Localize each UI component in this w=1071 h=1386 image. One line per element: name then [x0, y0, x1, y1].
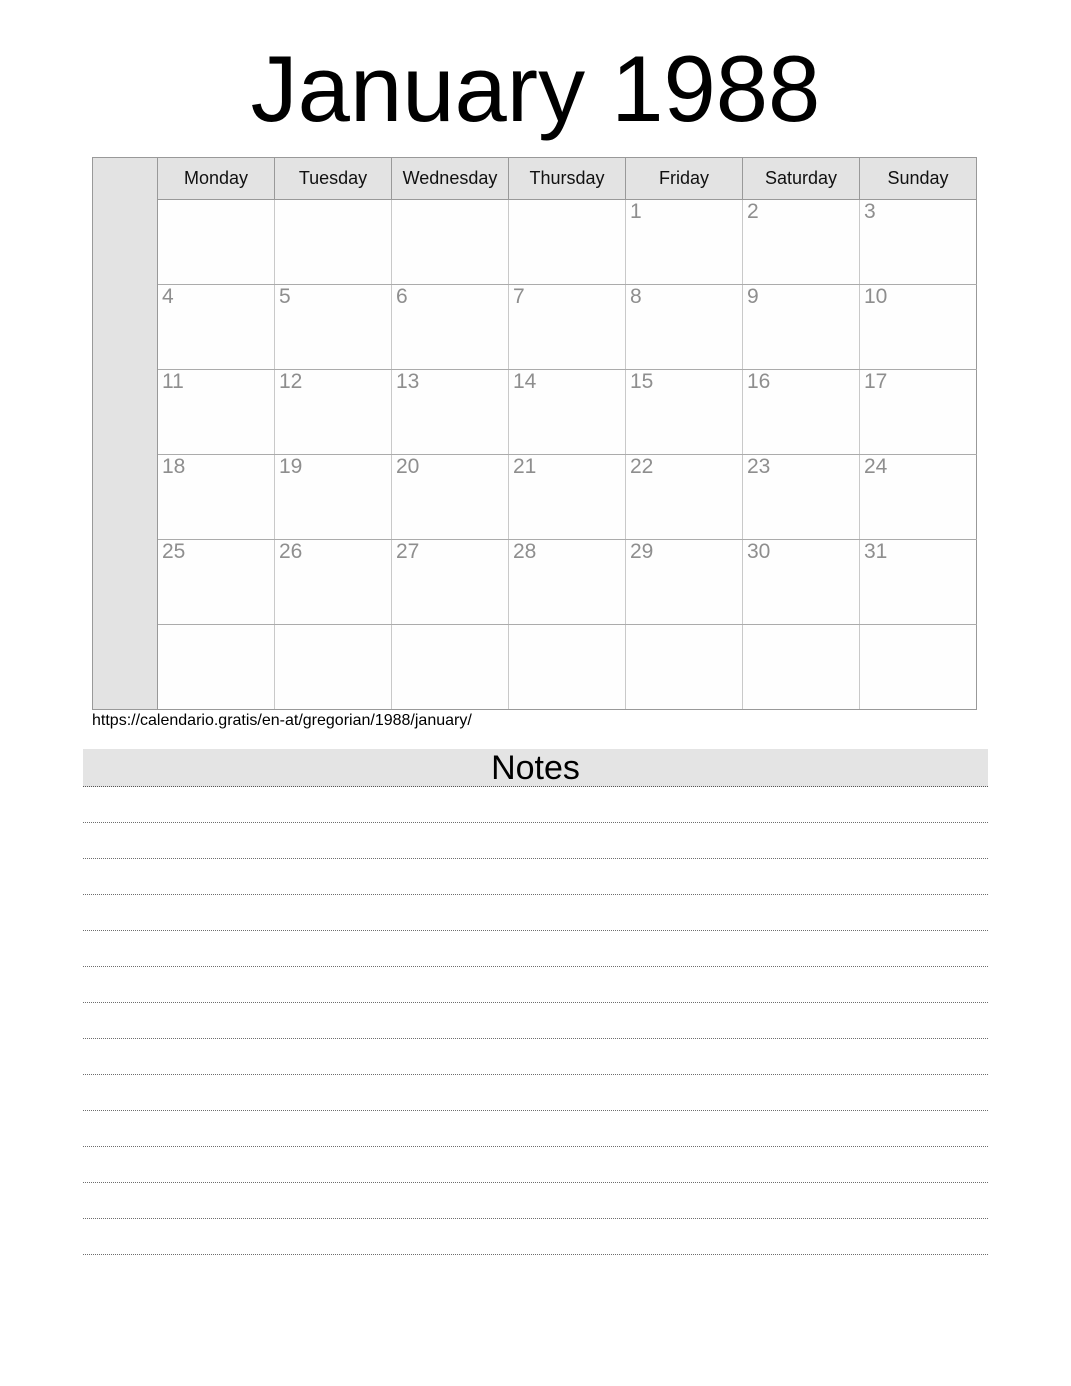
day-cell: 5	[275, 285, 392, 370]
day-cell: 16	[743, 370, 860, 455]
week-row-5	[93, 540, 977, 625]
note-line	[83, 1075, 988, 1111]
day-cell: 21	[509, 455, 626, 540]
day-cell	[392, 625, 509, 710]
day-cell: 30	[743, 540, 860, 625]
day-cell: 17	[860, 370, 977, 455]
note-line	[83, 1111, 988, 1147]
day-cell: 8	[626, 285, 743, 370]
day-cell	[158, 200, 275, 285]
note-line	[83, 1183, 988, 1219]
page-title: January 1988	[250, 36, 821, 141]
weekday-header-saturday: Saturday	[743, 158, 860, 200]
source-url-text: https://calendario.gratis/en-at/gregorian/1988/january/	[92, 712, 472, 729]
weekday-header-wednesday: Wednesday	[392, 158, 509, 200]
day-cell: 23	[743, 455, 860, 540]
day-cell: 10	[860, 285, 977, 370]
day-cell: 9	[743, 285, 860, 370]
day-cell: 3	[860, 200, 977, 285]
day-cell: 24	[860, 455, 977, 540]
day-cell: 12	[275, 370, 392, 455]
day-cell: 26	[275, 540, 392, 625]
day-cell: 20	[392, 455, 509, 540]
week-row-6	[93, 625, 977, 710]
weekday-header-monday: Monday	[158, 158, 275, 200]
day-cell	[626, 625, 743, 710]
day-cell	[509, 200, 626, 285]
calendar-table	[92, 157, 977, 710]
note-line	[83, 1003, 988, 1039]
note-line	[83, 787, 988, 823]
day-cell	[509, 625, 626, 710]
notes-section	[83, 749, 988, 1255]
note-line	[83, 1147, 988, 1183]
note-line	[83, 823, 988, 859]
day-cell	[743, 625, 860, 710]
day-cell: 22	[626, 455, 743, 540]
day-cell: 7	[509, 285, 626, 370]
notes-lines	[83, 787, 988, 1255]
week-row-2	[93, 285, 977, 370]
week-row-4	[93, 455, 977, 540]
weekday-header-row	[93, 158, 977, 200]
day-cell: 2	[743, 200, 860, 285]
day-cell: 13	[392, 370, 509, 455]
note-line	[83, 859, 988, 895]
day-cell: 28	[509, 540, 626, 625]
note-line	[83, 1039, 988, 1075]
note-line	[83, 931, 988, 967]
day-cell	[275, 625, 392, 710]
note-line	[83, 895, 988, 931]
day-cell	[860, 625, 977, 710]
notes-title: Notes	[83, 749, 988, 787]
week-row-3	[93, 370, 977, 455]
day-cell: 29	[626, 540, 743, 625]
note-line	[83, 1219, 988, 1255]
day-cell: 15	[626, 370, 743, 455]
day-cell: 31	[860, 540, 977, 625]
day-cell: 11	[158, 370, 275, 455]
weekday-header-friday: Friday	[626, 158, 743, 200]
day-cell: 27	[392, 540, 509, 625]
day-cell: 4	[158, 285, 275, 370]
day-cell	[275, 200, 392, 285]
day-cell	[158, 625, 275, 710]
day-cell: 19	[275, 455, 392, 540]
weekday-header-tuesday: Tuesday	[275, 158, 392, 200]
week-row-1	[93, 200, 977, 285]
week-gutter-column	[93, 158, 158, 710]
weekday-header-sunday: Sunday	[860, 158, 977, 200]
day-cell: 14	[509, 370, 626, 455]
day-cell: 6	[392, 285, 509, 370]
day-cell: 25	[158, 540, 275, 625]
day-cell: 18	[158, 455, 275, 540]
note-line	[83, 967, 988, 1003]
weekday-header-thursday: Thursday	[509, 158, 626, 200]
day-cell	[392, 200, 509, 285]
day-cell: 1	[626, 200, 743, 285]
